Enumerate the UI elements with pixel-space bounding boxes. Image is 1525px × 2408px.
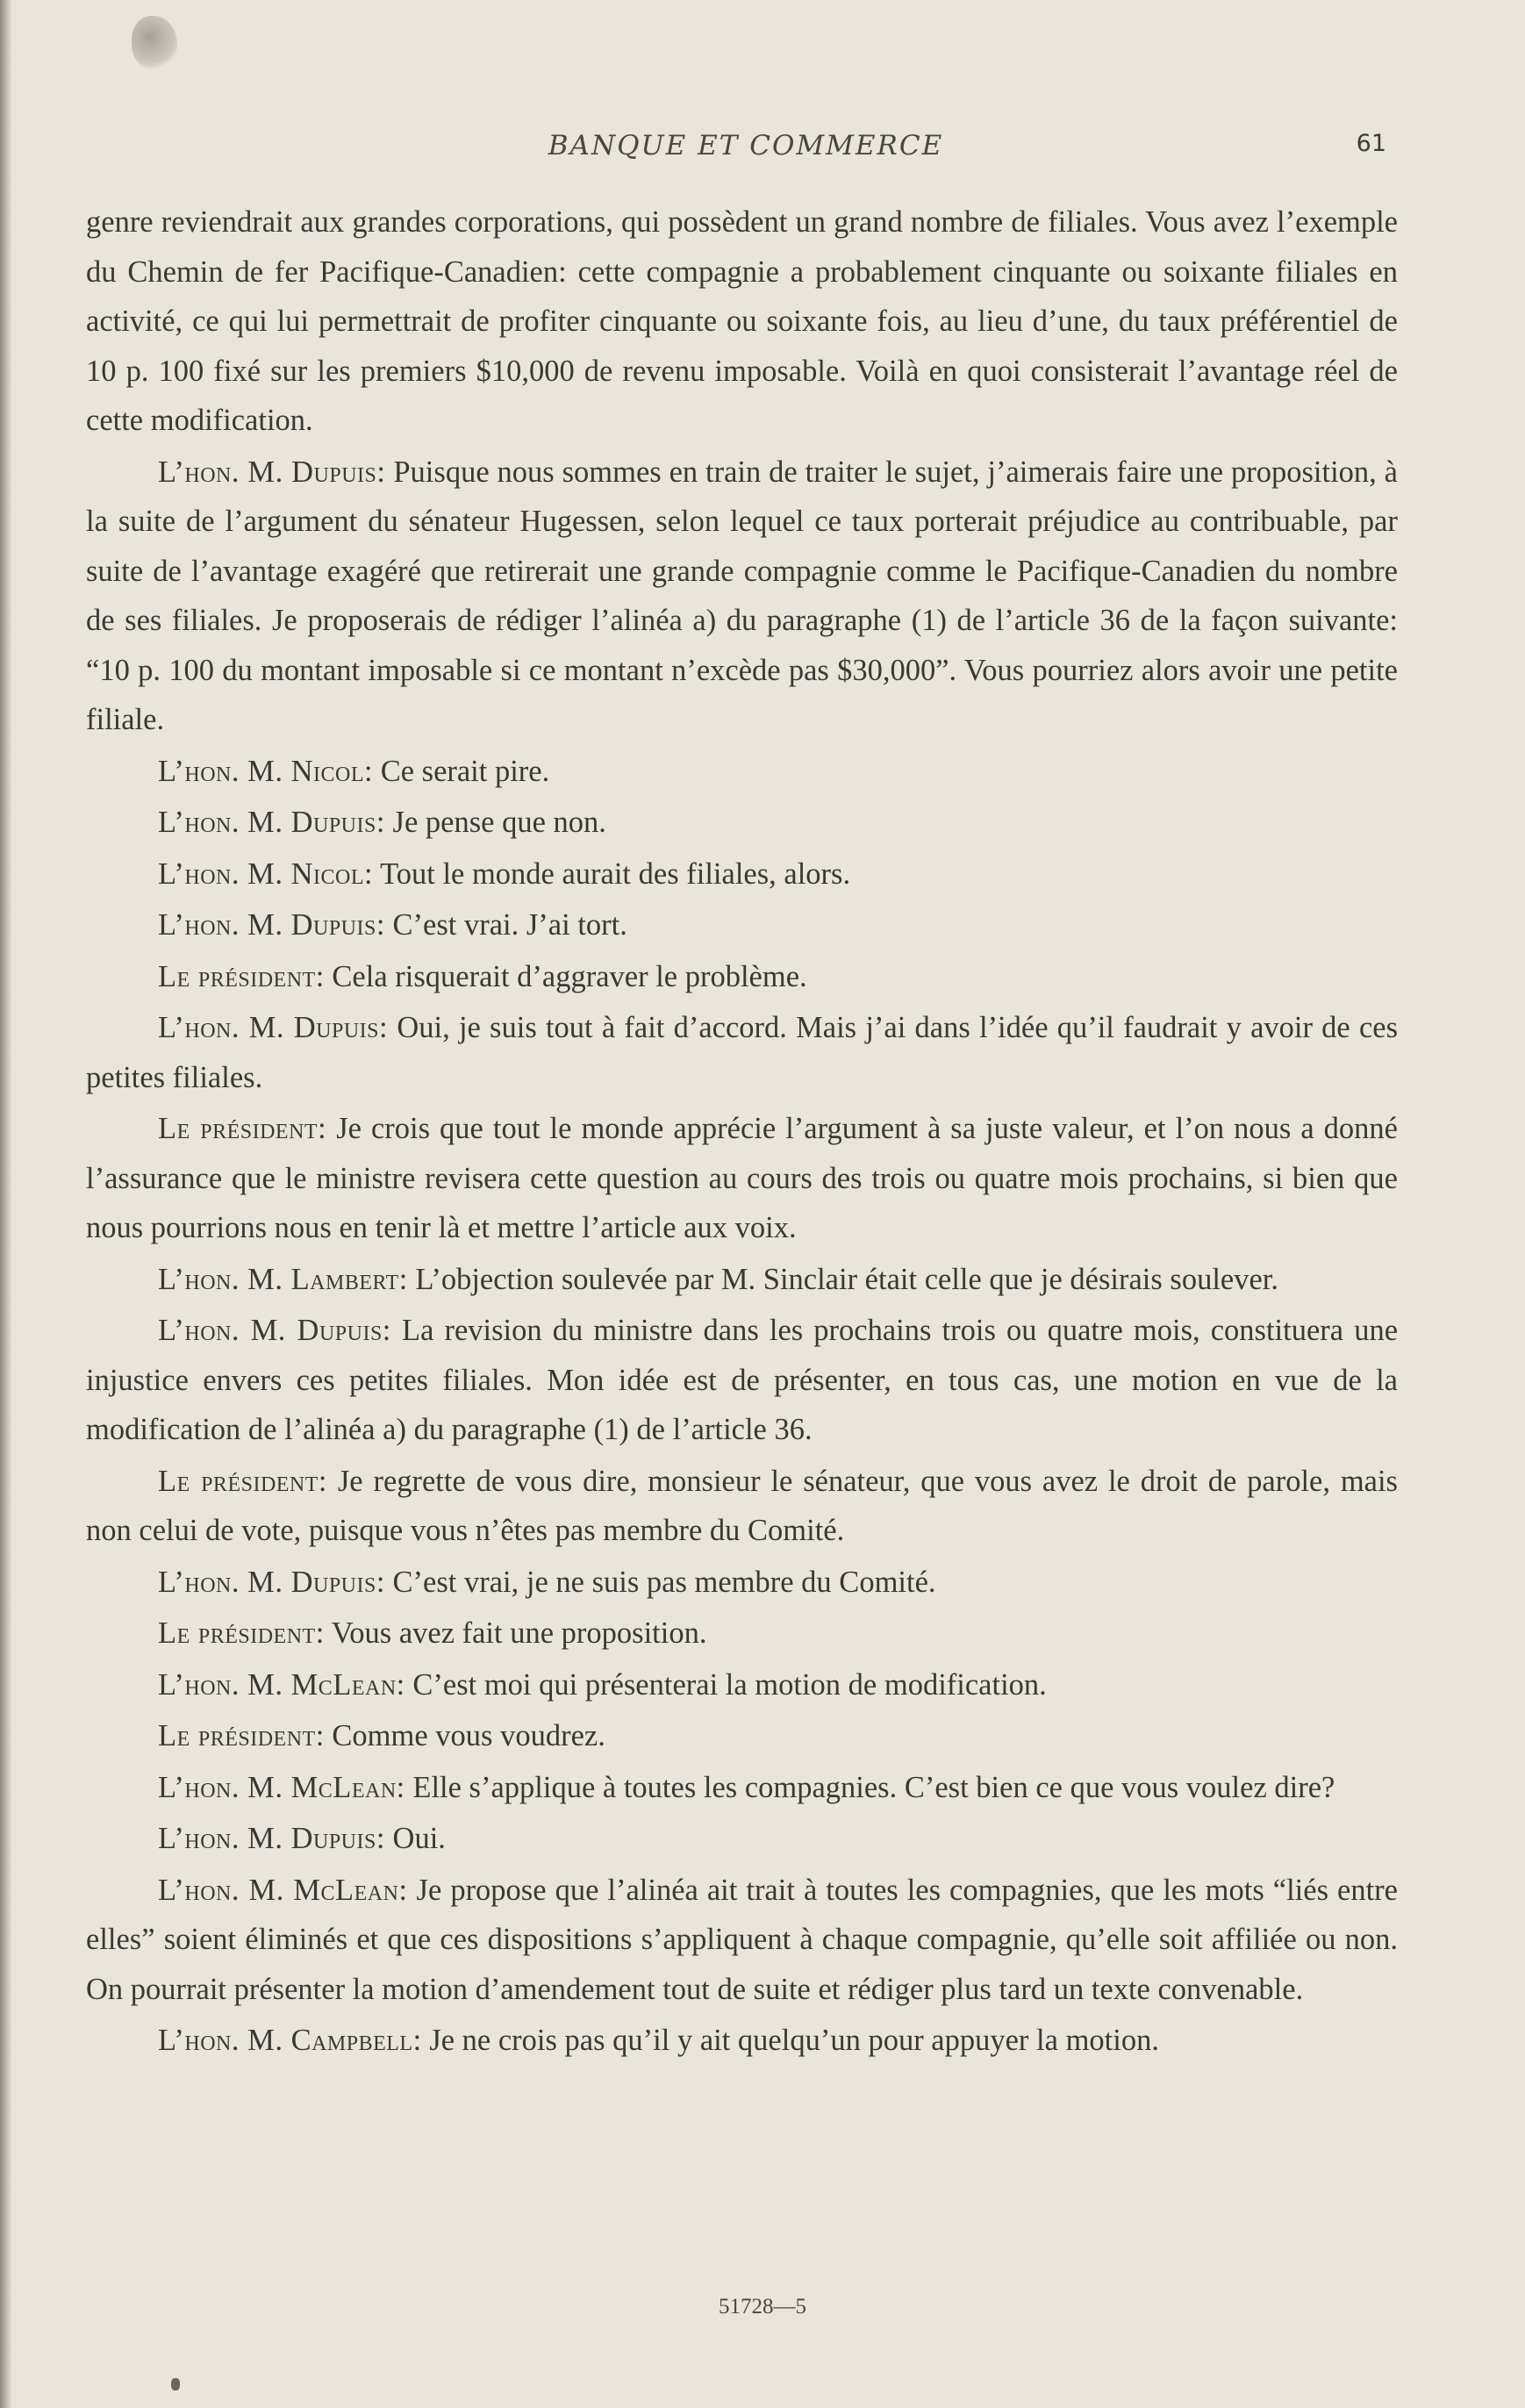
page-binding-edge — [0, 0, 12, 2408]
ink-smudge — [132, 16, 177, 70]
speaker-name: Le président: — [158, 1616, 325, 1650]
speaker-name: Le président: — [158, 1112, 327, 1145]
speech-paragraph — [86, 1763, 1398, 1813]
speaker-name: Le président: — [158, 1719, 325, 1752]
speech-paragraph — [86, 798, 1398, 848]
speech-text: C’est vrai. J’ai tort. — [384, 908, 627, 942]
speaker-name: L’hon. M. McLean: — [158, 1770, 405, 1804]
ink-speck — [171, 2378, 180, 2390]
speech-paragraph — [86, 1866, 1398, 2015]
speech-paragraph — [86, 448, 1398, 745]
continued-paragraph — [86, 197, 1398, 446]
page-number: 61 — [1356, 130, 1386, 157]
speech-text: Oui, je suis tout à fait d’accord. Mais j’ai dans l’idée qu’il faudrait y avoir de ces petites filiales. — [86, 1011, 1399, 1094]
speech-text: Je regrette de vous dire, monsieur le sénateur, que vous avez le droit de parole, mais non celui de vote, puisque vous n’êtes pas membre du Comité. — [86, 1464, 1398, 1547]
speaker-name: L’hon. M. Nicol: — [158, 856, 374, 891]
speech-text: C’est moi qui présenterai la motion de modification. — [405, 1667, 1047, 1702]
speech-text: L’objection soulevée par M. Sinclair était celle que je désirais soulever. — [407, 1262, 1278, 1296]
speech-paragraph — [86, 1609, 1398, 1659]
speaker-name: L’hon. M. McLean: — [158, 1667, 405, 1702]
speech-text: Je ne crois pas qu’il y ait quelqu’un pour appuyer la motion. — [421, 2024, 1159, 2057]
speech-text: genre reviendrait aux grandes corporations, qui possèdent un grand nombre de filiales. Vous avez l’exemple du Chemin de fer Pacifique-Canadien: cette compagnie a probablement cinquante ou soixante filiales en activité, ce qui lui permettrait de profiter cinquante ou soixante fois, au lieu d’une, du taux préférentiel de 10 p. 100 fixé sur les premiers $10,000 de revenu imposable. Voilà en quoi consisterait l’avantage réel de cette modification. — [86, 205, 1398, 437]
speech-paragraph — [86, 900, 1398, 950]
running-title: BANQUE ET COMMERCE — [548, 130, 944, 161]
speech-text: Puisque nous sommes en train de traiter le sujet, j’aimerais faire une proposition, à la suite de l’argument du sénateur Hugessen, selon lequel ce taux porterait préjudice au contribuable, par suite de l’avantage exagéré que retirerait une grande compagnie comme le Pacifique-Canadien du nombre de ses filiales. Je proposerais de rédiger l’alinéa a) du paragraphe (1) de l’article 36 de la façon suivante: “10 p. 100 du montant imposable si ce montant n’excède pas $30,000”. Vous pourriez alors avoir une petite filiale. — [86, 455, 1398, 736]
speech-paragraph — [86, 1558, 1398, 1608]
speech-paragraph — [86, 1003, 1398, 1102]
speech-paragraph — [86, 952, 1398, 1002]
speech-paragraph — [86, 1814, 1398, 1864]
transcript-body — [86, 197, 1398, 2066]
speech-text: Oui. — [384, 1822, 446, 1855]
speaker-name: Le président: — [158, 959, 325, 993]
speech-text: Elle s’applique à toutes les compagnies. C’est bien ce que vous voulez dire? — [405, 1770, 1335, 1804]
speech-text: Tout le monde aurait des filiales, alors. — [373, 856, 851, 891]
page-header — [88, 130, 1404, 174]
speech-paragraph — [86, 1660, 1398, 1710]
speech-paragraph — [86, 1255, 1398, 1305]
speech-paragraph — [86, 1457, 1398, 1556]
speech-paragraph — [86, 1104, 1398, 1253]
speech-text: Cela risquerait d’aggraver le problème. — [324, 959, 807, 993]
speech-text: Je propose que l’alinéa ait trait à toutes les compagnies, que les mots “liés entre elles” soient éliminés et que ces dispositions s’appliquent à chaque compagnie, qu’elle soit affiliée ou non. On pourrait présenter la motion d’amendement tout de suite et rédiger plus tard un texte convenable. — [86, 1873, 1398, 2006]
speech-text: La revision du ministre dans les prochains trois ou quatre mois, constituera une injustice envers ces petites filiales. Mon idée est de présenter, en tous cas, une motion en vue de la modification de l’alinéa a) du paragraphe (1) de l’article 36. — [86, 1314, 1399, 1446]
speech-text: Je crois que tout le monde apprécie l’argument à sa juste valeur, et l’on nous a donné l’assurance que le ministre revisera cette question au cours des trois ou quatre mois prochains, si bien que nous pourrions nous en tenir là et mettre l’article aux voix. — [86, 1112, 1398, 1244]
speech-paragraph — [86, 2016, 1398, 2066]
speech-text: C’est vrai, je ne suis pas membre du Comité. — [384, 1565, 936, 1599]
speaker-name: L’hon. M. Dupuis: — [158, 1314, 391, 1347]
speaker-name: L’hon. M. Dupuis: — [158, 455, 386, 489]
speaker-name: L’hon. M. Dupuis: — [158, 1011, 389, 1044]
print-code: 51728—5 — [719, 2295, 806, 2318]
speaker-name: L’hon. M. Dupuis: — [158, 908, 385, 942]
speech-text: Ce serait pire. — [373, 754, 550, 788]
speaker-name: L’hon. M. McLean: — [158, 1873, 408, 1907]
speaker-name: L’hon. M. Dupuis: — [158, 806, 385, 839]
speaker-name: L’hon. M. Dupuis: — [158, 1565, 385, 1599]
speech-text: Je pense que non. — [384, 806, 606, 839]
speaker-name: L’hon. M. Dupuis: — [158, 1822, 385, 1855]
speaker-name: L’hon. M. Nicol: — [158, 754, 374, 788]
speaker-name: L’hon. M. Lambert: — [158, 1262, 408, 1296]
speech-paragraph — [86, 849, 1398, 899]
speech-text: Comme vous voudrez. — [324, 1719, 605, 1752]
speaker-name: Le président: — [158, 1464, 328, 1498]
speaker-name: L’hon. M. Campbell: — [158, 2024, 422, 2057]
speech-paragraph — [86, 747, 1398, 797]
speech-paragraph — [86, 1306, 1398, 1455]
speech-text: Vous avez fait une proposition. — [324, 1616, 707, 1650]
speech-paragraph — [86, 1711, 1398, 1761]
